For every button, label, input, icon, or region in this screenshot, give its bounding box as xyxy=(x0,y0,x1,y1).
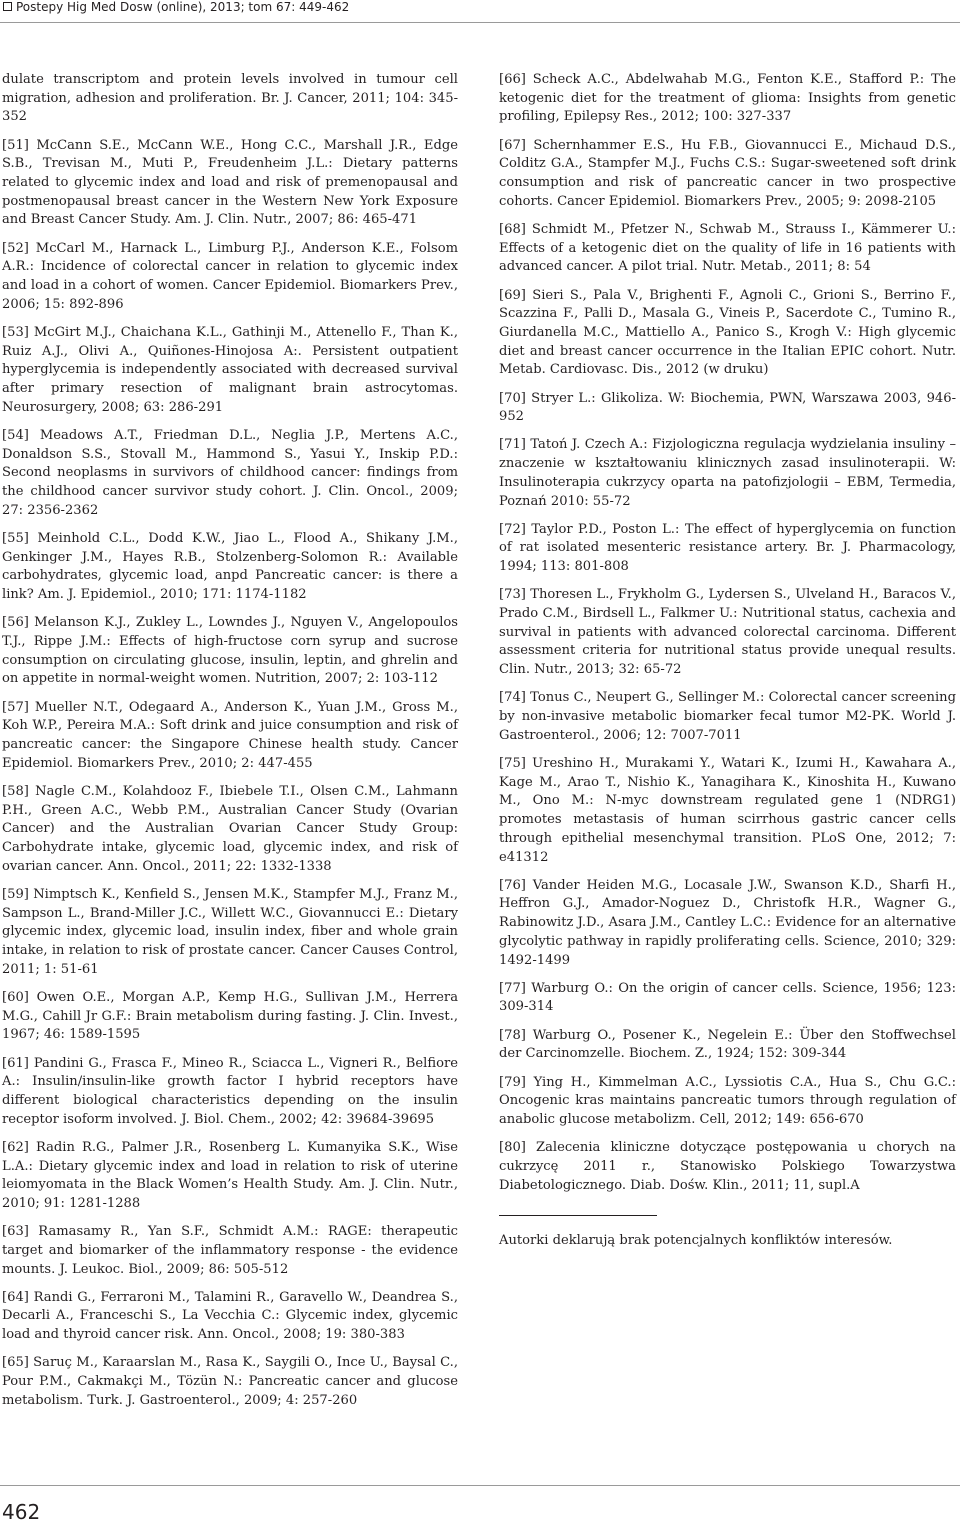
reference-76: [76] Vander Heiden M.G., Locasale J.W., Swanson K.D., Sharfi H., Heffron G.J., Amador-Noguez D., Christofk H.R., Wagner G., Rabinowitz J.D., Asara J.M., Cantley L.C.: Evidence for an alternative glycolytic pathway in rapidly proliferating cells. Science, 2010; 329: 1492-1499 xyxy=(499,877,956,968)
reference-79: [79] Ying H., Kimmelman A.C., Lyssiotis C.A., Hua S., Chu G.C.: Oncogenic kras maintains pancreatic tumors through regulation of anabolic glucose metabolizm. Cell, 2012; 149: 656-670 xyxy=(499,1074,956,1127)
reference-60: [60] Owen O.E., Morgan A.P., Kemp H.G., Sullivan J.M., Herrera M.G., Cahill Jr G.F.: Brain metabolism during fasting. J. Clin. Invest., 1967; 46: 1589-1595 xyxy=(2,989,458,1043)
reference-56: [56] Melanson K.J., Zukley L., Lowndes J., Nguyen V., Angelopoulos T.J., Rippe J.M.: Effects of high-fructose corn syrup and sucrose consumption on circulating glucose, insulin, leptin, and ghrelin and on appetite in normal-weight women. Nutrition, 2007; 2: 103-112 xyxy=(2,615,458,687)
reference-52: [52] McCarl M., Harnack L., Limburg P.J., Anderson K.E., Folsom A.R.: Incidence of colorectal cancer in relation to glycemic index and load in a cohort of women. Cancer Epidemiol. Biomarkers Prev., 2006; 15: 892-896 xyxy=(2,240,458,312)
page-number: 462 xyxy=(2,1500,41,1524)
reference-64: [64] Randi G., Ferraroni M., Talamini R., Garavello W., Deandrea S., Decarli A., Franceschi S., La Vecchia C.: Glycemic index, glycemic load and thyroid cancer risk. Ann. Oncol., 2008; 19: 380-383 xyxy=(2,1289,458,1343)
journal-citation: Postepy Hig Med Dosw (online), 2013; tom 67: 449-462 xyxy=(16,0,350,14)
reference-61: [61] Pandini G., Frasca F., Mineo R., Sciacca L., Vigneri R., Belfiore A.: Insulin/insulin-like growth factor I hybrid receptors have different biological characteristics depending on the insulin receptor isoform involved. J. Biol. Chem., 2002; 42: 39684-39695 xyxy=(2,1055,458,1127)
square-bullet-icon xyxy=(3,2,12,11)
reference-68: [68] Schmidt M., Pfetzer N., Schwab M., Strauss I., Kämmerer U.: Effects of a ketogenic diet on the quality of life in 16 patients with advanced cancer. A pilot trial. Nutr. Metab., 2011; 8: 54 xyxy=(499,221,956,275)
reference-55: [55] Meinhold C.L., Dodd K.W., Jiao L., Flood A., Shikany J.M., Genkinger J.M., Hayes R.B., Stolzenberg-Solomon R.: Available carbohydrates, glycemic load, anpd Pancreatic cancer: is there a link? Am. J. Epidemiol., 2010; 171: 1174-1182 xyxy=(2,530,458,603)
reference-70: [70] Stryer L.: Glikoliza. W: Biochemia, PWN, Warszawa 2003, 946-952 xyxy=(499,390,956,425)
footnote-divider xyxy=(499,1215,657,1216)
reference-66: [66] Scheck A.C., Abdelwahab M.G., Fenton K.E., Stafford P.: The ketogenic diet for the treatment of glioma: Insights from genetic profiling, Epilepsy Res., 2012; 100: 327-337 xyxy=(499,72,956,125)
header-divider xyxy=(0,22,960,23)
footer-divider xyxy=(0,1485,960,1486)
reference-59: [59] Nimptsch K., Kenfield S., Jensen M.K., Stampfer M.J., Franz M., Sampson L., Brand-Miller J.C., Willett W.C., Giovannucci E.: Dietary glycemic index, glycemic load, insulin index, fiber and whole grain intake, in relation to risk of prostate cancer. Cancer Causes Control, 2011; 1: 51-61 xyxy=(2,886,458,977)
reference-65: [65] Saruç M., Karaarslan M., Rasa K., Saygili O., Ince U., Baysal C., Pour P.M., Cakmakçi M., Tözün N.: Pancreatic cancer and glucose metabolism. Turk. J. Gastroenterol., 2009; 4: 257-260 xyxy=(2,1355,458,1408)
reference-54: [54] Meadows A.T., Friedman D.L., Neglia J.P., Mertens A.C., Donaldson S.S., Stovall M., Hammond S., Yasui Y., Inskip P.D.: Second neoplasms in survivors of childhood cancer: findings from the childhood cancer survivor study cohort. J. Clin. Oncol., 2009; 27: 2356-2362 xyxy=(2,427,458,518)
reference-74: [74] Tonus C., Neupert G., Sellinger M.: Colorectal cancer screening by non-invasive metabolic biomarker fecal tumor M2-PK. World J. Gastroenterol., 2006; 12: 7007-7011 xyxy=(499,690,956,743)
reference-58: [58] Nagle C.M., Kolahdooz F., Ibiebele T.I., Olsen C.M., Lahmann P.H., Green A.C., Webb P.M., Australian Cancer Study (Ovarian Cancer) and the Australian Ovarian Cancer Study Group: Carbohydrate intake, glycemic load, glycemic index, and risk of ovarian cancer. Ann. Oncol., 2011; 22: 1332-1338 xyxy=(2,783,458,874)
reference-72: [72] Taylor P.D., Poston L.: The effect of hyperglycemia on function of rat isolated mesenteric resistance artery. Br. J. Pharmacology, 1994; 113: 801-808 xyxy=(499,521,956,575)
reference-continuation: dulate transcriptom and protein levels involved in tumour cell migration, adhesion and proliferation. Br. J. Cancer, 2011; 104: 345-352 xyxy=(2,72,458,125)
reference-63: [63] Ramasamy R., Yan S.F., Schmidt A.M.: RAGE: therapeutic target and biomarker of the inflammatory response - the evidence mounts. J. Leukoc. Biol., 2009; 86: 505-512 xyxy=(2,1224,458,1277)
reference-80: [80] Zalecenia kliniczne dotyczące postępowania u chorych na cukrzycę 2011 r., Stanowisko Polskiego Towarzystwa Diabetologicznego. Diab. Dośw. Klin., 2011; 11, supl.A xyxy=(499,1140,956,1193)
reference-69: [69] Sieri S., Pala V., Brighenti F., Agnoli C., Grioni S., Berrino F., Scazzina F., Palli D., Masala G., Vineis P., Sacerdote C., Tumino R., Giurdanella M.C., Mattiello A., Panico S., Krogh V.: High glycemic diet and breast cancer occurrence in the Italian EPIC cohort. Nutr. Metab. Cardiovasc. Dis., 2012 (w druku) xyxy=(499,287,956,378)
conflict-of-interest-statement: Autorki deklarują brak potencjalnych konfliktów interesów. xyxy=(499,1233,893,1249)
reference-78: [78] Warburg O., Posener K., Negelein E.: Über den Stoffwechsel der Carcinomzelle. Biochem. Z., 1924; 152: 309-344 xyxy=(499,1027,956,1062)
right-column xyxy=(499,71,956,1251)
reference-73: [73] Thoresen L., Frykholm G., Lydersen S., Ulveland H., Baracos V., Prado C.M., Birdsell L., Falkmer U.: Nutritional status, cachexia and survival in patients with advanced colorectal carcinoma. Different assessment criteria for nutritional status provide unequal results. Clin. Nutr., 2013; 32: 65-72 xyxy=(499,587,956,678)
reference-77: [77] Warburg O.: On the origin of cancer cells. Science, 1956; 123: 309-314 xyxy=(499,980,956,1015)
reference-71: [71] Tatoń J. Czech A.: Fizjologiczna regulacja wydzielania insuliny – znaczenie w kształtowaniu klinicznych zasad insulinoterapii. W: Insulinoterapia cukrzycy oparta na patofizjologii – EBM, Termedia, Poznań 2010: 55-72 xyxy=(499,437,956,509)
reference-53: [53] McGirt M.J., Chaichana K.L., Gathinji M., Attenello F., Than K., Ruiz A.J., Olivi A., Quiñones-Hinojosa A:. Persistent outpatient hyperglycemia is independently associated with decreased survival after primary resection of malignant brain astrocytomas. Neurosurgery, 2008; 63: 286-291 xyxy=(2,324,458,415)
reference-75: [75] Ureshino H., Murakami Y., Watari K., Izumi H., Kawahara A., Kage M., Arao T., Nishio K., Yanagihara K., Kinoshita H., Kuwano M., Ono M.: N-myc downstream regulated gene 1 (NDRG1) promotes metastasis of human scirrhous gastric cancer cells through epithelial mesenchymal transition. PLoS One, 2012; 7: e41312 xyxy=(499,756,956,865)
reference-67: [67] Schernhammer E.S., Hu F.B., Giovannucci E., Michaud D.S., Colditz G.A., Stampfer M.J., Fuchs C.S.: Sugar-sweetened soft drink consumption and risk of pancreatic cancer in two prospective cohorts. Cancer Epidemiol. Biomarkers Prev., 2005; 9: 2098-2105 xyxy=(499,137,956,209)
reference-51: [51] McCann S.E., McCann W.E., Hong C.C., Marshall J.R., Edge S.B., Trevisan M., Muti P., Freudenheim J.L.: Dietary patterns related to glycemic index and load and risk of premenopausal and postmenopausal breast cancer in the Western New York Exposure and Breast Cancer Study. Am. J. Clin. Nutr., 2007; 86: 465-471 xyxy=(2,137,458,228)
running-header xyxy=(0,0,960,15)
reference-57: [57] Mueller N.T., Odegaard A., Anderson K., Yuan J.M., Gross M., Koh W.P., Pereira M.A.: Soft drink and juice consumption and risk of pancreatic cancer: the Singapore Chinese health study. Cancer Epidemiol. Biomarkers Prev., 2010; 2: 447-455 xyxy=(2,699,458,771)
reference-62: [62] Radin R.G., Palmer J.R., Rosenberg L. Kumanyika S.K., Wise L.A.: Dietary glycemic index and load in relation to risk of uterine leiomyomata in the Black Women’s Health Study. Am. J. Clin. Nutr., 2010; 91: 1281-1288 xyxy=(2,1139,458,1211)
left-column xyxy=(2,71,458,1420)
